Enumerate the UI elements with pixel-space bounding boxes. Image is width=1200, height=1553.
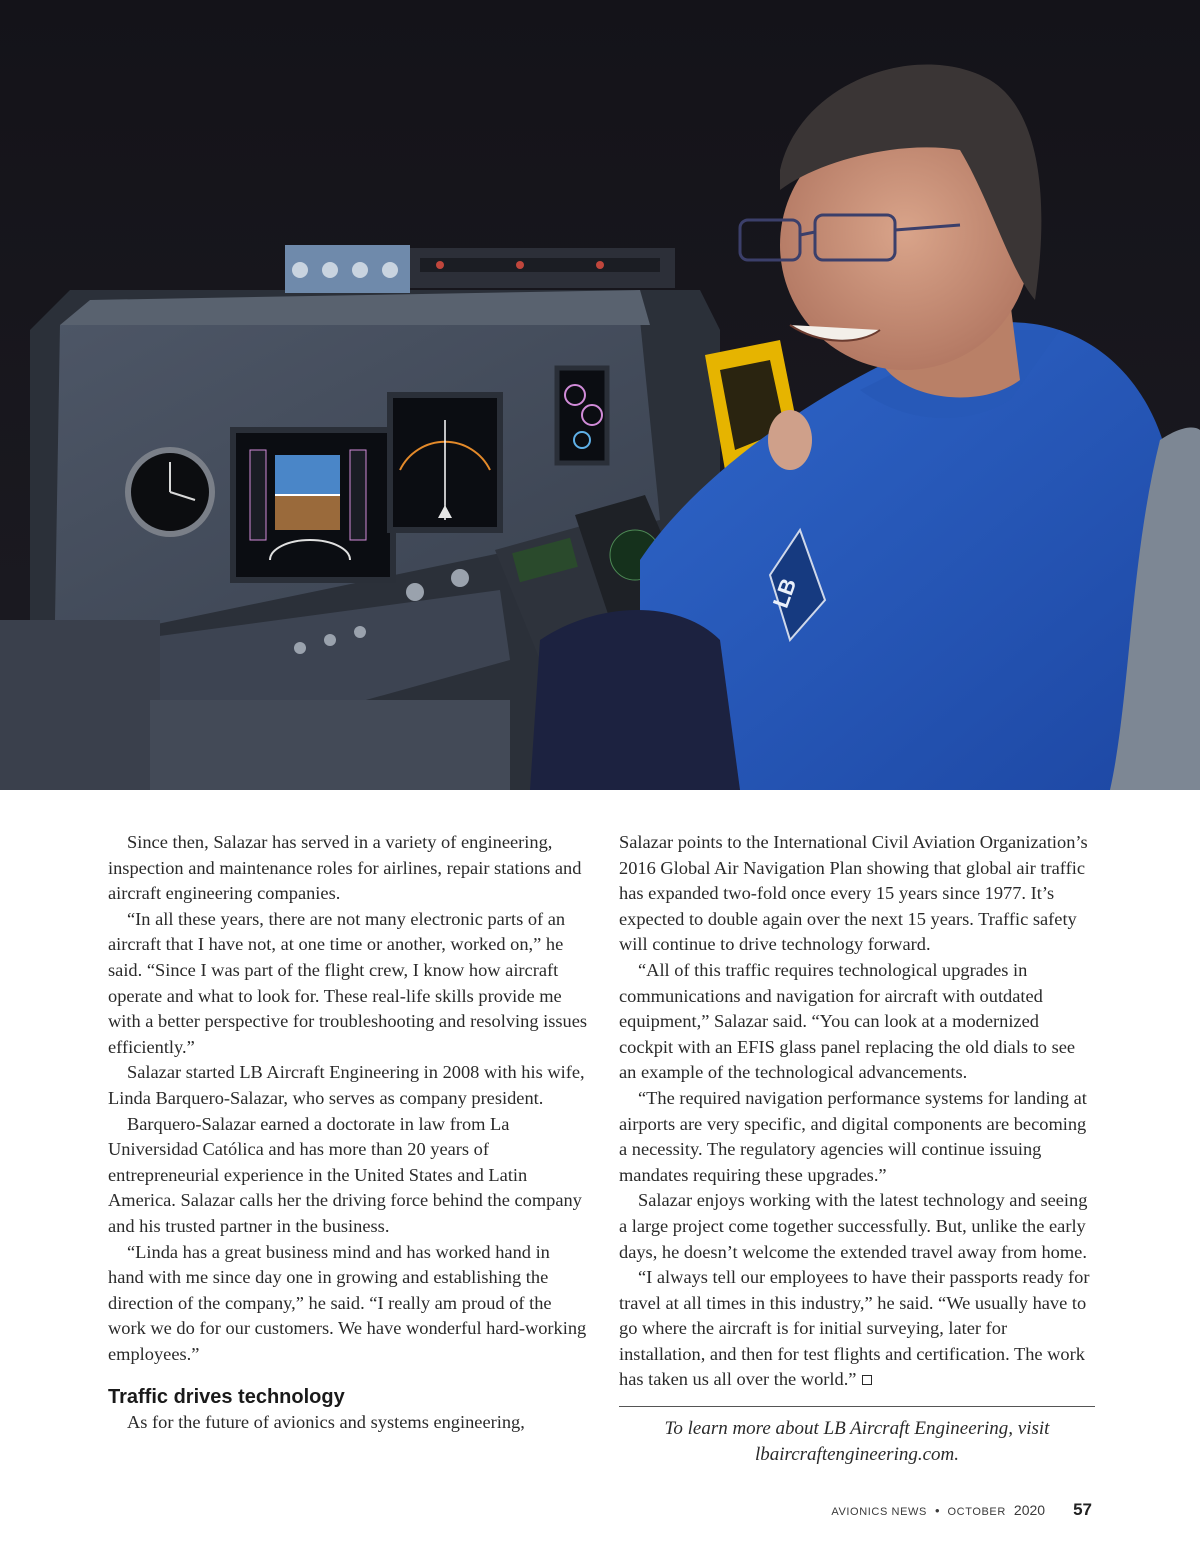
paragraph: Barquero-Salazar earned a doctorate in law from La Universidad Católica and has more than 20 years of entrepreneurial experience in the United States and Latin America. Salazar calls her the driving force behind the company and his trusted partner in the business. <box>108 1113 582 1236</box>
paragraph: Salazar started LB Aircraft Engineering in 2008 with his wife, Linda Barquero-Salazar, who serves as company president. <box>108 1062 585 1108</box>
shirt-logo: LB <box>767 574 802 612</box>
paragraph: “The required navigation performance systems for landing at airports are very specific, and digital components are becoming a necessity. The regulatory agencies will continue issuing mandates requiring these upgrades.” <box>619 1087 1087 1185</box>
paragraph-text: “I always tell our employees to have their passports ready for travel at all times in this industry,” he said. “We usually have to go where the aircraft is for initial surveying, later for installation, and then for test flights and certification. The work has taken us all over the world.” <box>619 1267 1090 1390</box>
paragraph: Salazar points to the International Civil Aviation Organization’s 2016 Global Air Navigation Plan showing that global air traffic has expanded two-fold once every 15 years since 1977. It’s expected to double again over the next 15 years. Traffic safety will continue to drive technology forward. <box>619 832 1088 955</box>
paragraph: “Linda has a great business mind and has worked hand in hand with me since day one in growing and establishing the direction of the company,” he said. “I really am proud of the work we do for our customers. We have wonderful hard-working employees.” <box>108 1241 587 1364</box>
paragraph: Salazar enjoys working with the latest technology and seeing a large project come together successfully. But, unlike the early days, he doesn’t welcome the extended travel away from home. <box>619 1190 1088 1262</box>
sidebar-url: lbaircraftengineering.com. <box>754 1444 960 1465</box>
paragraph: “In all these years, there are not many electronic parts of an aircraft that I have not, at one time or another, worked on,” he said. “Since I was part of the flight crew, I know how aircraft operate and what to look for. These real-life skills provide me with a better perspective for troubleshooting and resolving issues efficiently.” <box>108 908 588 1057</box>
paragraph <box>619 1265 1097 1393</box>
engine-display <box>557 368 607 463</box>
sidebar-note <box>619 1416 1095 1468</box>
paragraph: As for the future of avionics and systems engineering, <box>127 1412 525 1433</box>
end-mark-icon <box>862 1375 872 1385</box>
section-subhead: Traffic drives technology <box>108 1386 345 1409</box>
issue-year: 2020 <box>1013 1502 1046 1518</box>
publication-name: AVIONICS NEWS <box>831 1506 927 1518</box>
issue-month: OCTOBER <box>947 1506 1006 1518</box>
footer-bullet: • <box>934 1503 940 1518</box>
page-number: 57 <box>1073 1500 1092 1519</box>
paragraph: Since then, Salazar has served in a variety of engineering, inspection and maintenance roles for airlines, repair stations and aircraft engineering companies. <box>108 832 582 904</box>
sidebar-divider <box>619 1406 1095 1407</box>
primary-flight-display <box>233 430 393 580</box>
page-footer <box>831 1500 1092 1520</box>
paragraph: “All of this traffic requires technological upgrades in communications and navigation for aircraft with outdated equipment,” Salazar said. “You can look at a modernized cockpit with an EFIS glass panel replacing the old dials to see an example of the technological advancements. <box>619 959 1076 1083</box>
sidebar-line: To learn more about LB Aircraft Engineering, visit <box>664 1418 1050 1439</box>
navigation-display <box>390 395 500 530</box>
article-column-left <box>108 830 588 1436</box>
article-column-right <box>619 830 1097 1393</box>
